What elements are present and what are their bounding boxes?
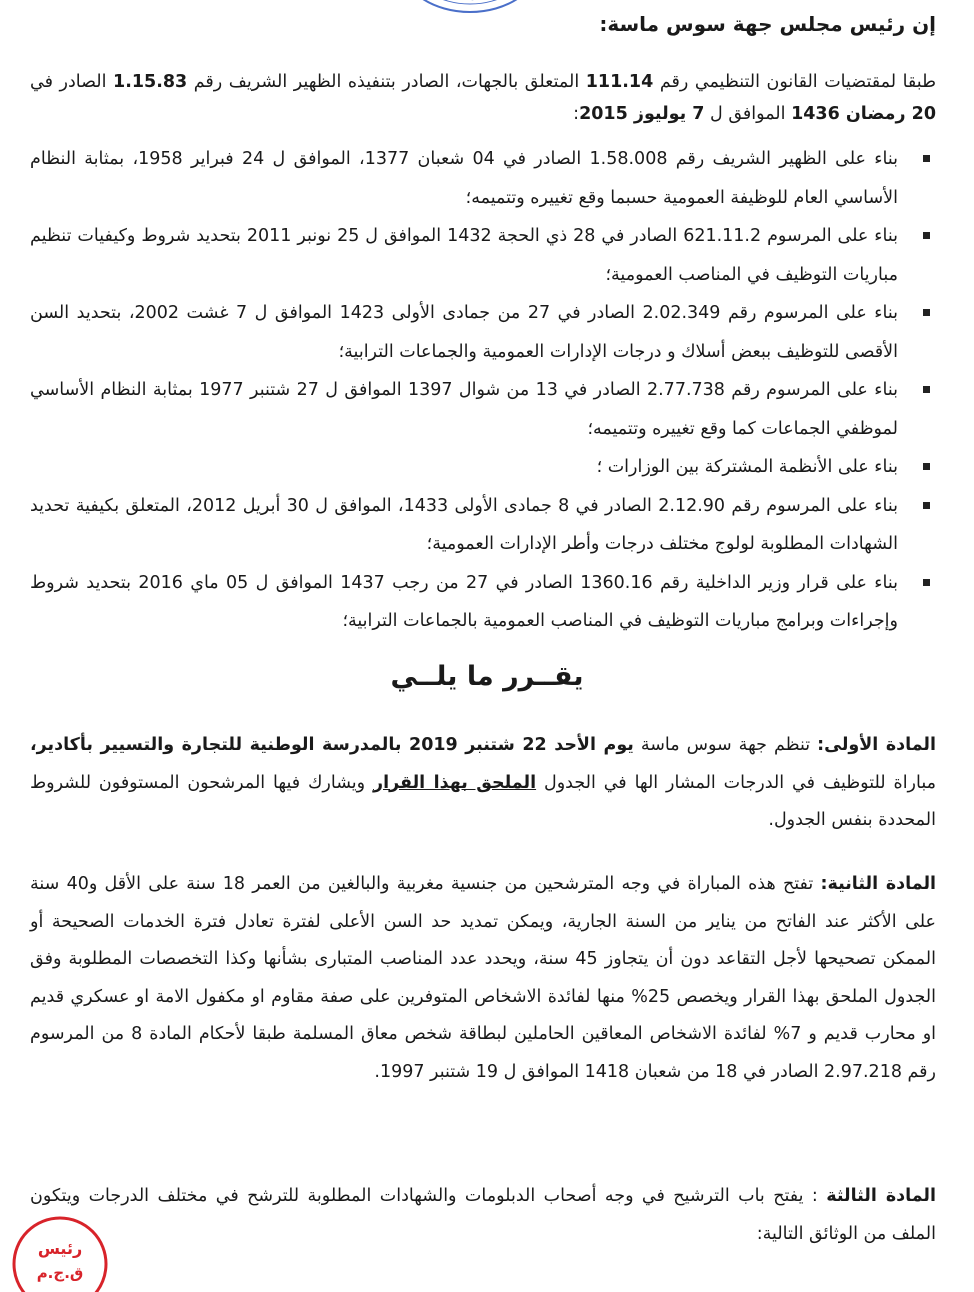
bullet-square-icon bbox=[923, 155, 930, 162]
article-3-title: المادة الثالثة bbox=[826, 1186, 936, 1206]
list-item: بناء على المرسوم رقم 2.02.349 الصادر في 27 من جمادى الأولى 1423 الموافق ل 7 غشت 2002، بتحديد السن الأقصى للتوظيف ببعض أسلاك و درجات الإدارات العمومية والجماعات الترابية؛ bbox=[30, 294, 936, 371]
official-stamp-icon bbox=[8, 1212, 113, 1292]
seal-text bbox=[438, 0, 501, 1]
list-item: بناء على الأنظمة المشتركة بين الوزارات ؛ bbox=[30, 448, 936, 487]
bullet-square-icon bbox=[923, 232, 930, 239]
header-seal-icon bbox=[395, 0, 545, 15]
list-item: بناء على قرار وزير الداخلية رقم 1360.16 الصادر في 27 من رجب 1437 الموافق ل 05 ماي 2016 بتحديد شروط وإجراءات وبرامج مباريات التوظيف في المناصب العمومية بالجماعات الترابية؛ bbox=[30, 564, 936, 641]
article-1-title: المادة الأولى: bbox=[817, 735, 937, 755]
article-1: المادة الأولى: تنظم جهة سوس ماسة يوم الأحد 22 شتنبر 2019 بالمدرسة الوطنية للتجارة والتسيير بأكادير، مباراة للتوظيف في الدرجات المشار الها في الجدول الملحق بهذا القرار ويشارك فيها المرشحون المستوفون للشروط المحددة بنفس الجدول. bbox=[30, 735, 937, 830]
bullet-square-icon bbox=[923, 386, 930, 393]
bullet-square-icon bbox=[923, 502, 930, 509]
bullet-square-icon bbox=[923, 579, 930, 586]
list-item: بناء على المرسوم رقم 2.12.90 الصادر في 8 جمادى الأولى 1433، الموافق ل 30 أبريل 2012، المتعلق بكيفية تحديد الشهادات المطلوبة لولوج مختلف درجات وأطر الإدارات العمومية؛ bbox=[30, 487, 936, 564]
stamp-line-2: ق.ج.م bbox=[36, 1264, 84, 1282]
stamp-line-1: رئيس bbox=[37, 1239, 83, 1258]
preamble: طبقا لمقتضيات القانون التنظيمي رقم 111.14 المتعلق بالجهات، الصادر بتنفيذه الظهير الشريف رقم 1.15.83 الصادر في 20 رمضان 1436 الموافق ل 7 يوليوز 2015: bbox=[30, 72, 936, 124]
list-item: بناء على المرسوم 621.11.2 الصادر في 28 ذي الحجة 1432 الموافق ل 25 نونبر 2011 بتحديد شروط وكيفيات تنظيم مباريات التوظيف في المناصب العمومية؛ bbox=[30, 217, 936, 294]
list-item: بناء على المرسوم رقم 2.77.738 الصادر في 13 من شوال 1397 الموافق ل 27 شتنبر 1977 بمثابة النظام الأساسي لموظفي الجماعات كما وقع تغييره وتتميمه؛ bbox=[30, 371, 936, 448]
bullet-square-icon bbox=[923, 463, 930, 470]
bullet-square-icon bbox=[923, 309, 930, 316]
article-2-title: المادة الثانية: bbox=[820, 874, 937, 894]
decision-title: يقــرر ما يلــي bbox=[390, 661, 584, 692]
legal-references-list bbox=[30, 140, 936, 641]
article-2: المادة الثانية: تفتح هذه المباراة في وجه المترشحين من جنسية مغربية والبالغين من العمر 18 سنة على الأقل و40 سنة على الأكثر عند الفاتح من يناير من السنة الجارية، ويمكن تمديد حد السن الأعلى لفترة تعادل فترة الخدمات الصحيحة أو الممكن تصحيحها لأجل التقاعد دون أن يتجاوز 45 سنة، ويحدد عدد المناصب المتبارى بشأنها وكذا التخصصات المطلوبة وفق الجدول الملحق بهذا القرار ويخصص 25% منها لفائدة الاشخاص المتوفرين على صفة مقاوم او مكفول الامة او عسكري قديم او محارب قديم و 7% لفائدة الاشخاص المعاقين الحاملين لبطاقة شخص معاق المسلمة طبقا لأحكام المادة 8 من المرسوم رقم 2.97.218 الصادر في 18 من شعبان 1418 الموافق ل 19 شتنبر 1997. bbox=[30, 874, 937, 1082]
intro-line: إن رئيس مجلس جهة سوس ماسة: bbox=[599, 12, 936, 36]
list-item: بناء على الظهير الشريف رقم 1.58.008 الصادر في 04 شعبان 1377، الموافق ل 24 فبراير 1958، بمثابة النظام الأساسي العام للوظيفة العمومية حسبما وقع تغييره وتتميمه؛ bbox=[30, 140, 936, 217]
article-3: المادة الثالثة : يفتح باب الترشيح في وجه أصحاب الدبلومات والشهادات المطلوبة للترشح في مختلف الدرجات ويتكون الملف من الوثائق التالية: bbox=[30, 1186, 936, 1244]
